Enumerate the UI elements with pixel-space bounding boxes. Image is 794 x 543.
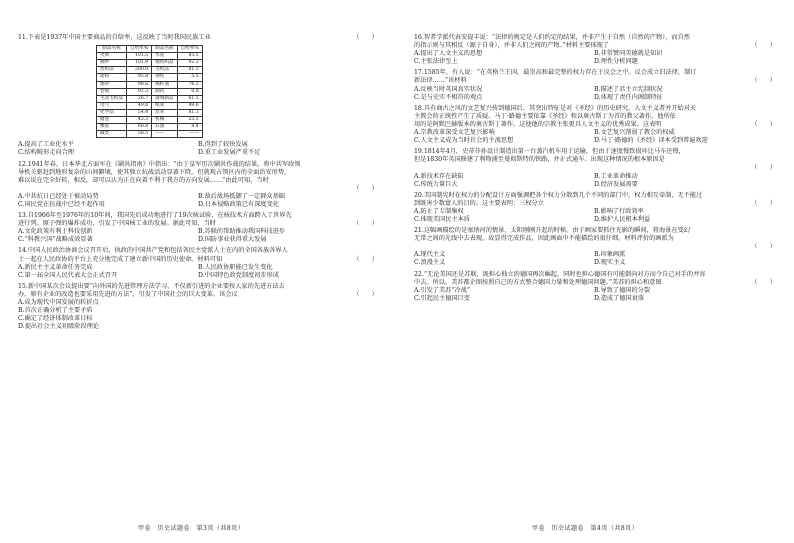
table-header-row [97,46,203,53]
answer-bracket: （ ） [751,77,776,85]
table-row [97,60,203,67]
options [414,129,776,145]
table-cell: 丝织品 [97,67,127,74]
table-cell: 碱类 [97,131,127,138]
question-number: 16. [414,34,424,41]
option-d: D.经济发展需要 [594,180,638,188]
question-12 [18,161,378,210]
question-stem-line: 导机关驱赶到地形复杂的山间僻壤，使其独立抗战活动显著下降。但就观占领区内的全面治安形势， [18,168,291,176]
table-cell: 76.5 [177,81,202,88]
table-cell: 23.5 [177,117,202,124]
option-a: A.中共抗日已经处于被动局势 [18,192,99,200]
options [414,287,776,303]
answer-bracket: （ ） [751,164,776,172]
page-footer-left: 甲卷 历史试题卷 第3页（共8页） [138,525,245,532]
question-15 [18,283,378,332]
table-cell: 面粉 [97,74,127,81]
option-a: A.成为现代中国发展的转折点 [18,299,99,306]
table-cell: 毛及毛织品 [97,95,127,102]
option-c: C.浪漫主义 [414,259,446,267]
table-cell: 58.5 [126,131,151,138]
table-row [97,131,203,138]
question-11 [18,34,378,158]
option-d: D.现实主义 [594,259,626,267]
question-20 [414,192,776,224]
answer-bracket: （ ） [353,34,378,41]
options [414,208,776,224]
option-b: B.首次正确分析了主要矛盾 [18,307,93,315]
table-row [97,124,203,131]
answer-bracket: （ ） [353,220,378,228]
question-13 [18,212,378,244]
question-stem-line: 智者学派代表安提丰说：“法律的规定是人们约定的结果，并非产生于自然（自然的产物），而自然 [423,34,690,41]
table-cell: 68.8 [126,124,151,131]
table-row [97,117,203,124]
table-cell: 机械 [152,117,177,124]
question-stem-line: 难以说在完全好转，相反，却可以认为正在向着不利于我方的方向发展……”由此可知，当时 [18,176,269,184]
answer-bracket: （ ） [353,255,378,263]
option-c: C.体现美国民主本质 [414,215,470,223]
question-stem-line: 1585年，有人说：“在英格兰王国，最崇高和最完整的权力存在于议会之中。议会成立旧法律，制订 [423,69,697,77]
question-stem-line: 自1966年至1976年的10年间，我国先后成功地进行了19次核试验，在核技术方面跨入了世界先 [27,212,292,220]
option-a: A.提高了工业化水平 [18,141,74,149]
question-number: 13. [18,212,28,220]
question-stem-line: 美国制宪时在权力的分配设计方面强调把各个权力分散到几个不同的部门中，权力相互牵制，无不能过 [423,191,703,199]
option-d: D.造成了德国衰落 [594,294,645,302]
question-stem-line: 1941年春，日本华北方面军在《剿共指南》中指出：“由于皇军历次剿共作战的结果，将中共军政领 [27,160,301,168]
table-row [97,102,203,109]
options [414,50,776,66]
option-a: A.宗教改革深受文艺复兴影响 [414,129,495,137]
question-stem-line: 主教会的正统性产生了质疑。马丁·路德主要依靠《圣经》和以奥古斯丁为首的教父著作，他所依 [414,112,676,120]
answer-bracket: （ ） [751,199,776,207]
option-b: B.非常赞同美德就是知识 [594,50,663,58]
option-d: D.国防事业获得重大发展 [198,236,267,244]
question-stem-line: 无常之间的光线中去表现，故显得完成作品，因此画面中不能描绘的很仔细。材料评价的画派为 [414,235,674,243]
question-16 [414,34,776,66]
question-21 [414,227,776,267]
option-c: C.第一届全国人民代表大会正式召开 [18,271,118,279]
options [414,251,776,267]
option-c: C.国民党在抗战中已经不起作用 [18,200,105,208]
question-18 [414,105,776,145]
table-cell: 0.8 [177,88,202,95]
table-cell: 26.7 [126,95,151,102]
table-cell: 皮革 [152,109,177,116]
table-header-cell: 自给率% [126,46,151,53]
table-cell: 橡胶 [97,124,127,131]
option-b: B.敌后战场抵御了一定群众基础 [198,192,285,200]
table-cell: 毛织品 [152,67,177,74]
page-footer-right: 甲卷 历史试题卷 第4页（共8页） [532,525,639,532]
question-stem-line: 新法律……”该材料 [414,77,467,85]
table-cell: 化学品 [97,109,127,116]
table-cell: 5.5 [177,74,202,81]
options [18,228,378,244]
table-cell: 101.5 [126,53,151,60]
options [18,141,378,157]
table-cell: 水泥 [152,53,177,60]
question-stem-line: 这幅画描绘的是塞纳河的情景，太阳刚刚升起的时候。由于画家要抓住光影的瞬间，将海景在变幻 [423,227,690,235]
option-c: C.是与史实不相符的观点 [414,93,483,101]
left-column [18,34,378,334]
option-c: C.引起民主德国巨变 [414,294,470,302]
option-c: C.传统力量巨大 [414,180,458,188]
option-b: B.工业革命推动 [594,172,638,180]
option-b: B.文艺复兴削弱了教会的权威 [594,129,675,137]
option-d: D.提出社会主义初级阶段理论 [18,323,99,331]
option-b: B.得到了较快发展 [198,141,248,149]
option-a: A.新民主主义革命任务完成 [18,263,93,271]
question-number: 19. [414,148,424,156]
table-cell: 8.4 [177,124,202,131]
question-number: 14. [18,247,28,255]
table-cell: 电气 [97,102,127,109]
option-b: B.导致了德国的分裂 [594,286,651,294]
table-cell: 49.6 [177,102,202,109]
option-a: A.现代主义 [414,251,446,259]
option-d: D.中国特色政党制度初步形成 [198,271,279,279]
table-cell: 54.4 [126,109,151,116]
question-stem-line: 办，原有企业的改造也要采用先进的方法”，引发了中国社会的巨大变革。该会议 [18,290,238,298]
option-b: B.印象画派 [594,251,626,259]
option-a: A.引发了美苏“冷战” [414,286,471,294]
answer-bracket: （ ） [353,184,378,192]
option-c: C.主张法律至上 [414,58,458,66]
answer-bracket: （ ） [751,243,776,251]
question-stem-line: “无论美国还是苏联，既担心独立的德国再次崛起，同时也担心德国有可能倒向对方而令自己对手的并容 [423,270,706,278]
option-a: A.文化政策有利于科技创新 [18,228,93,236]
option-d: D.重工业发展严重不足 [198,149,261,157]
option-a: A.新技术存在缺陷 [414,172,464,180]
answer-bracket: （ ） [751,278,776,286]
options [18,264,378,280]
table-row [97,74,203,81]
option-c: C.人文主义成为当时社会的主流思想 [414,137,514,145]
table-header-cell: 制品名称 [97,46,127,53]
table-cell: 42.3 [126,117,151,124]
question-stem-line: 用的是阿默巴赫版本的奥古斯丁著作，这使他的宗教主张更具人文主义的优秀成果。这表明 [414,120,662,128]
options [18,193,378,209]
table-cell: 石油 [152,124,177,131]
question-stem: 下表是1937年中国主要商品的自给率，这反映了当时我国民族工业 [27,34,211,41]
table-cell: 搪瓷 [97,117,127,124]
question-stem-line: 1814年4月，史蒂芬孙设计制造出第一台蒸汽机车用于运输，但由于速度慢致损坏比马车还慢， [423,148,685,156]
answer-bracket: （ ） [751,120,776,128]
option-c: C.结构畸形走向合理 [18,149,74,157]
table-row [97,95,203,102]
question-19 [414,148,776,188]
table-cell: —— [152,131,177,138]
answer-bracket: （ ） [353,290,378,298]
table-row [97,67,203,74]
table-cell: 95.8 [126,74,151,81]
table-cell: 92.2 [177,60,202,67]
question-stem-line: 中去。所以，美苏都企图按照自己的方式整合德国力量和处理德国问题。”美苏的担心和意图 [414,278,662,286]
option-d: D.马丁·路德的《圣经》译本受到普遍欢迎 [594,137,708,145]
options [414,86,776,102]
option-d: D.日本侵略政策已有深度变化 [198,200,279,208]
table-cell: 卷烟 [97,88,127,95]
question-number: 17. [414,69,424,77]
table-cell: 制药 [152,88,177,95]
question-stem-line: 但是1830年英国修建了利物浦至曼彻斯特的铁路，并正式通车。出现这种情况的根本原因是 [414,156,665,164]
option-d: D.体现了责任内阁制特征 [594,93,663,101]
question-number: 22. [414,270,424,278]
table-cell: 83.5 [177,53,202,60]
answer-bracket: （ ） [751,42,776,50]
table-cell: 棉纱 [97,60,127,67]
table-cell: 92.3 [126,88,151,95]
question-17 [414,69,776,101]
table-cell: 200.0 [126,67,151,74]
option-b: B.描述了君主立宪制状况 [594,85,663,93]
option-a: A.提出了人文主义的思想 [414,50,483,58]
table-cell: 61.5 [177,95,202,102]
question-14 [18,247,378,279]
table-cell: 棉籽油 [152,81,177,88]
question-stem-line: 的指示则与其相反（源于自身），并非人们之间的产物。”材料主要体现了 [414,42,609,50]
question-number: 18. [414,104,424,112]
table-row [97,109,203,116]
self-sufficiency-table [96,45,203,138]
question-number: 20. [414,191,424,199]
question-stem-line: 新中国某次会议提出要“向外国的先进管理方法学习，不仅新引进的企业要按人家的先进方法去 [27,282,285,290]
options [414,173,776,189]
question-22 [414,271,776,303]
option-a: A.反映当时英国真实状况 [414,85,483,93]
table-cell: 49.6 [126,102,151,109]
option-a: A.防止了专制集权 [414,207,464,215]
table-cell: 纸张 [152,102,177,109]
option-c: C.确定了经济体制改革目标 [18,315,93,323]
option-b: B.影响了行政效率 [594,207,644,215]
question-stem-line: 具有商古之风的文艺复兴传到德国后，其突出特征是对《圣经》的历史研究，人文主义者并开始对天 [423,104,697,112]
question-stem-line: 进行列。原子弹的爆炸成功，引发了中国核工业的发展。据此可知，当时 [18,220,216,228]
option-b: B.人民政协职能已发生变化 [198,263,273,271]
question-stem-line: 到既害少数富人的目的。这主要表明：三权分立 [414,199,544,207]
question-number: 11. [18,34,28,41]
table-cell: —— [177,131,202,138]
table-row [97,53,203,60]
question-stem-line: 中国人民政治协商会议召开后，执政的中国共产党和包括各民主党派人士在内的全国各族各界人 [27,247,288,255]
table-row [97,81,203,88]
table-cell: 81.5 [177,67,202,74]
question-number: 21. [414,227,424,235]
question-number: 15. [18,282,28,290]
option-c: C.“科教兴国”战略成效显著 [18,236,93,244]
table-cell: 81.3 [177,109,202,116]
table-header-cell: 自给率% [177,46,202,53]
option-b: B.苏联的帮助推动我国科技进步 [198,228,285,236]
right-column [414,34,776,306]
table-row [97,88,203,95]
table-cell: 棉纺织品 [152,60,177,67]
table-cell: 101.9 [126,60,151,67]
option-d: D.理性分析问题 [594,58,638,66]
table-cell: 98.6 [126,81,151,88]
table-cell: 火柴 [97,53,127,60]
table-cell: 玻璃制品 [152,95,177,102]
question-number: 12. [18,160,28,168]
question-stem-line: 士一起在人民政协的平台上充分地完成了建立新中国的历史使命。材料可知 [18,255,223,263]
table-cell: 烟草 [97,81,127,88]
option-d: D.维护人民根本利益 [594,215,651,223]
table-cell: 钢铁 [152,74,177,81]
table-header-cell: 制品名称 [152,46,177,53]
